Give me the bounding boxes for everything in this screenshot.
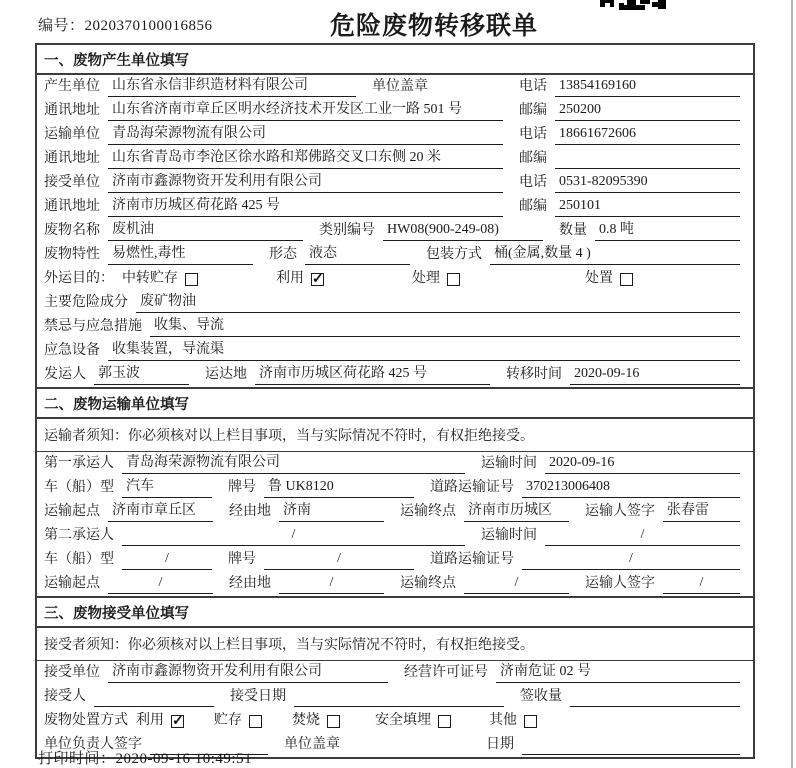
field-label: 运输起点 [44, 504, 100, 519]
form-row [37, 123, 753, 147]
form-row [37, 500, 753, 524]
field-label: 接受单位 [44, 665, 100, 680]
field-value: / [122, 525, 465, 546]
field-value: 收集、导流 [150, 316, 740, 337]
form-row [37, 548, 753, 572]
field-label: 废物特性 [44, 247, 100, 262]
field-label: 邮编 [519, 151, 547, 166]
field-label: 运输单位 [44, 127, 100, 142]
form-row [37, 243, 753, 267]
form-row [37, 709, 753, 733]
field-label: 外运目的： [44, 271, 114, 286]
print-time-label: 打印时间： [38, 751, 116, 767]
field-label: 单位盖章 [284, 737, 340, 752]
field-label: 日期 [486, 737, 514, 752]
field-label: 道路运输证号 [430, 480, 514, 495]
field-value: 250101 [555, 196, 740, 217]
field-value: / [122, 549, 212, 570]
form-row [37, 147, 753, 171]
field-label: 牌号 [228, 480, 256, 495]
manifest-form-table [35, 43, 755, 759]
field-label: 通讯地址 [44, 103, 100, 118]
field-label: 车（船）型 [44, 552, 114, 567]
field-label: 接受单位 [44, 175, 100, 190]
field-label: 第二承运人 [44, 528, 114, 543]
checkbox-label: 处置 [585, 271, 613, 286]
form-row [37, 291, 753, 315]
field-label: 运达地 [205, 367, 247, 382]
field-label: 运输时间 [481, 528, 537, 543]
checkbox-label: 焚烧 [292, 713, 320, 728]
field-value [570, 686, 740, 707]
checkbox-icon [620, 273, 633, 286]
field-value: 废矿物油 [136, 292, 740, 313]
field-value: / [522, 549, 740, 570]
field-label: 数量 [559, 223, 587, 238]
checkbox-label: 中转贮存 [122, 271, 178, 286]
field-label: 运输人签字 [585, 504, 655, 519]
checkbox-option [489, 711, 537, 731]
field-label: 通讯地址 [44, 199, 100, 214]
field-value: 18661672606 [555, 124, 740, 145]
field-value: 13854169160 [555, 76, 740, 97]
field-label: 电话 [519, 79, 547, 94]
field-value: 青岛海荣源物流有限公司 [122, 453, 465, 474]
field-value: 济南危证 02 号 [496, 662, 740, 683]
checkbox-label: 贮存 [214, 713, 242, 728]
field-value: / [264, 549, 414, 570]
field-value: / [464, 573, 569, 594]
form-row [37, 99, 753, 123]
field-label: 废物名称 [44, 223, 100, 238]
form-row [37, 195, 753, 219]
field-value: 山东省济南市章丘区明水经济技术开发区工业一路 501 号 [108, 100, 503, 121]
form-section-3 [37, 596, 753, 757]
field-value: 济南市历城区荷花路 425 号 [108, 196, 503, 217]
field-label: 禁忌与应急措施 [44, 319, 142, 334]
form-row [37, 267, 753, 291]
field-label: 第一承运人 [44, 456, 114, 471]
field-label: 运输终点 [400, 504, 456, 519]
field-value: 370213006408 [522, 477, 740, 498]
field-value: 济南市鑫源物资开发利用有限公司 [108, 172, 503, 193]
field-value: 汽车 [122, 477, 212, 498]
form-row [37, 171, 753, 195]
field-label: 包装方式 [426, 247, 482, 262]
print-time [38, 747, 252, 768]
checkbox-label: 其他 [489, 713, 517, 728]
checkbox-icon [447, 273, 460, 286]
field-value: 郭玉波 [94, 364, 189, 385]
field-value: 0531-82095390 [555, 172, 740, 193]
checkbox-icon [524, 715, 537, 728]
form-row [37, 476, 753, 500]
field-value [522, 734, 740, 755]
field-label: 单位负责人签字 [44, 737, 142, 752]
field-value: 山东省永信非织造材料有限公司 [108, 76, 356, 97]
checkbox-icon [185, 273, 198, 286]
form-row [37, 661, 753, 685]
field-label: 类别编号 [319, 223, 375, 238]
field-label: 牌号 [228, 552, 256, 567]
checkbox-option [136, 711, 184, 731]
field-label: 发运人 [44, 367, 86, 382]
field-value: 济南 [279, 501, 384, 522]
field-value: 济南市章丘区 [108, 501, 213, 522]
checkbox-label: 利用 [276, 271, 304, 286]
field-label: 转移时间 [506, 367, 562, 382]
page-edge-divider [791, 0, 793, 768]
form-row [37, 685, 753, 709]
field-label: 应急设备 [44, 343, 100, 358]
section-title: 三、废物接受单位填写 [37, 598, 753, 628]
field-label: 接受日期 [230, 689, 286, 704]
field-label: 运输时间 [481, 456, 537, 471]
checkbox-icon [171, 715, 184, 728]
field-value: 液态 [305, 244, 410, 265]
field-label: 经营许可证号 [404, 665, 488, 680]
field-label: 签收量 [520, 689, 562, 704]
checkbox-icon [249, 715, 262, 728]
field-value: 济南市历城区荷花路 425 号 [255, 364, 490, 385]
form-row [37, 572, 753, 596]
field-label: 单位盖章 [372, 79, 428, 94]
field-label: 接受人 [44, 689, 86, 704]
field-label: 通讯地址 [44, 151, 100, 166]
form-row [37, 315, 753, 339]
field-value: HW08(900-249-08) [383, 220, 543, 241]
form-row [37, 339, 753, 363]
field-label: 邮编 [519, 199, 547, 214]
field-label: 形态 [269, 247, 297, 262]
form-row [37, 363, 753, 387]
field-value: 桶(金属,数量 4 ) [490, 244, 740, 265]
field-value: 济南市历城区 [464, 501, 569, 522]
field-label: 废物处置方式 [44, 713, 128, 728]
field-value: / [108, 573, 213, 594]
checkbox-icon [327, 715, 340, 728]
field-value: / [545, 525, 740, 546]
field-label: 运输终点 [400, 576, 456, 591]
field-value: 废机油 [108, 220, 303, 241]
field-value: 0.8 吨 [595, 220, 740, 241]
field-value: 济南市鑫源物资开发利用有限公司 [108, 662, 388, 683]
field-value: 鲁 UK8120 [264, 477, 414, 498]
field-value: 易燃性,毒性 [108, 244, 253, 265]
field-label: 运输人签字 [585, 576, 655, 591]
field-label: 经由地 [229, 576, 271, 591]
checkbox-icon [311, 273, 324, 286]
field-value: 山东省青岛市李沧区徐水路和郑佛路交叉口东侧 20 米 [108, 148, 503, 169]
field-label: 主要危险成分 [44, 295, 128, 310]
checkbox-label: 处理 [412, 271, 440, 286]
field-value: / [279, 573, 384, 594]
form-row [37, 219, 753, 243]
field-value: 250200 [555, 100, 740, 121]
field-value: 收集装置，导流渠 [108, 340, 740, 361]
field-value: 2020-09-16 [570, 364, 740, 385]
qr-code-cropped-icon [600, 0, 666, 16]
form-row [37, 452, 753, 476]
field-label: 产生单位 [44, 79, 100, 94]
checkbox-option [412, 269, 460, 289]
section-title: 二、废物运输单位填写 [37, 389, 753, 419]
field-value: 2020-09-16 [545, 453, 740, 474]
form-row [37, 75, 753, 99]
checkbox-option [292, 711, 340, 731]
field-label: 电话 [519, 175, 547, 190]
field-label: 邮编 [519, 103, 547, 118]
field-label: 道路运输证号 [430, 552, 514, 567]
checkbox-label: 利用 [136, 713, 164, 728]
form-row [37, 524, 753, 548]
checkbox-option [276, 269, 324, 289]
field-label: 运输起点 [44, 576, 100, 591]
field-value: / [663, 573, 740, 594]
checkbox-label: 安全填埋 [375, 713, 431, 728]
form-section-1 [37, 45, 753, 387]
field-label: 经由地 [229, 504, 271, 519]
checkbox-option [375, 711, 451, 731]
section-title: 一、废物产生单位填写 [37, 45, 753, 75]
checkbox-option [122, 269, 198, 289]
field-value [555, 148, 740, 169]
serial-label: 编号： [38, 18, 85, 34]
field-label: 电话 [519, 127, 547, 142]
section-notice: 接受者须知：你必须核对以上栏目事项，当与实际情况不符时，有权拒绝接受。 [37, 628, 753, 661]
page-title: 危险废物转移联单 [330, 12, 539, 40]
form-section-2 [37, 387, 753, 596]
field-value: 张春雷 [663, 501, 740, 522]
page-header [0, 0, 796, 43]
print-time-value: 2020-09-16 10:49:51 [115, 751, 253, 767]
checkbox-option [585, 269, 633, 289]
field-label: 车（船）型 [44, 480, 114, 495]
serial-number [38, 14, 213, 35]
checkbox-icon [438, 715, 451, 728]
checkbox-option [214, 711, 262, 731]
serial-value: 2020370100016856 [84, 18, 213, 34]
field-value [294, 686, 504, 707]
field-value: 青岛海荣源物流有限公司 [108, 124, 503, 145]
field-value [94, 686, 214, 707]
section-notice: 运输者须知：你必须核对以上栏目事项，当与实际情况不符时，有权拒绝接受。 [37, 419, 753, 452]
